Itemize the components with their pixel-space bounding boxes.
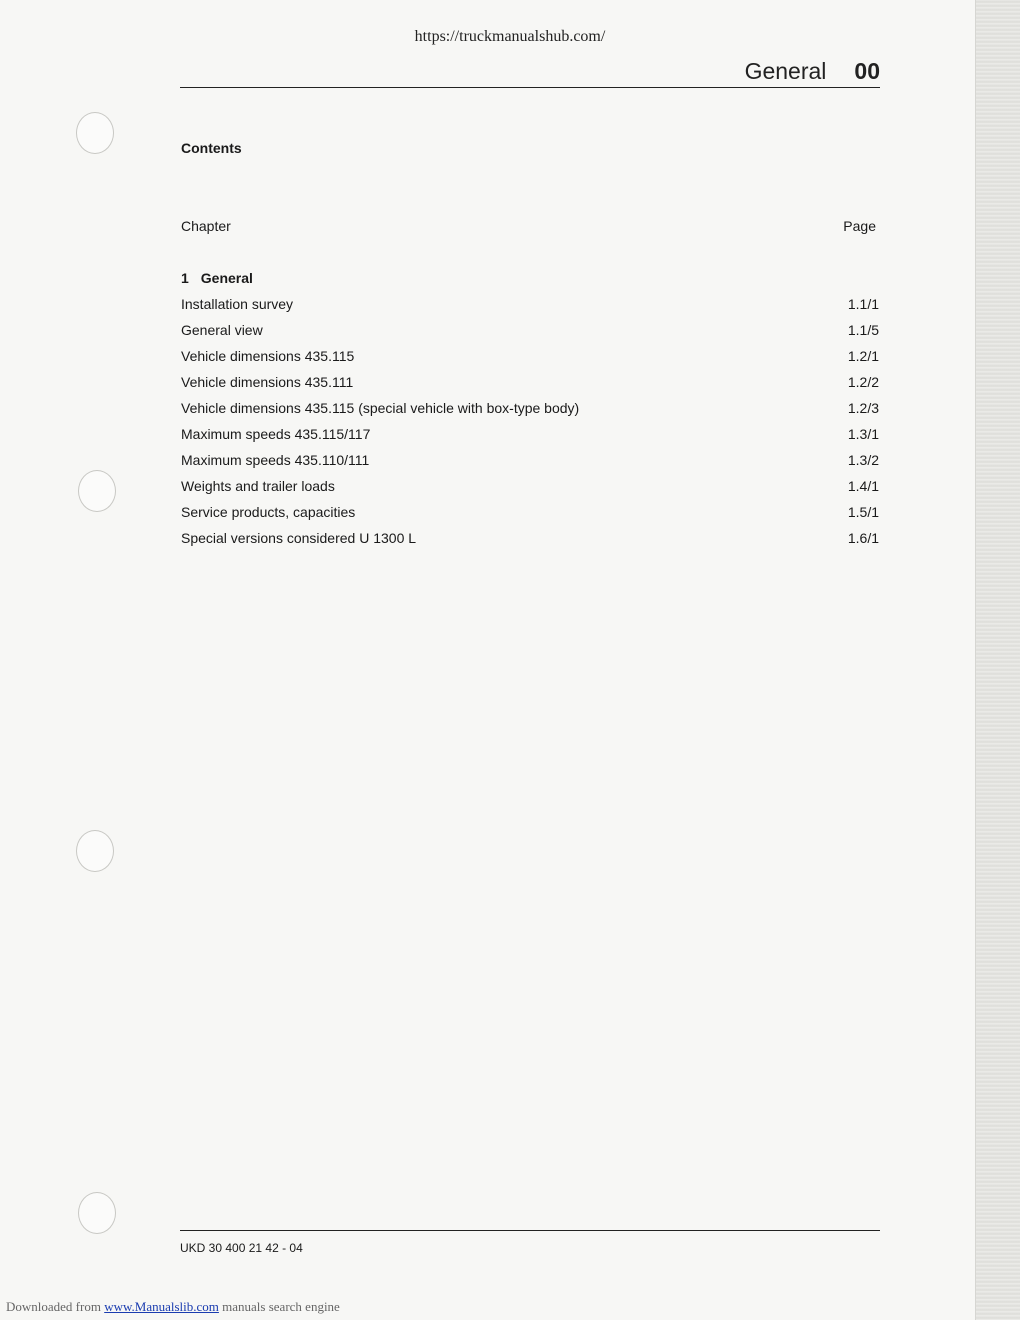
toc-entry[interactable] [181, 528, 881, 554]
punch-hole [76, 112, 114, 154]
download-note [6, 1299, 340, 1315]
toc-entry[interactable] [181, 424, 881, 450]
toc-entry-title: Maximum speeds 435.110/111 [181, 452, 370, 468]
toc-entry-page: 1.1/1 [847, 296, 879, 312]
toc-entry-title: Maximum speeds 435.115/117 [181, 426, 371, 442]
punch-hole [78, 470, 116, 512]
toc-entry-title: Service products, capacities [181, 504, 356, 520]
page-header [180, 58, 880, 85]
section-number: 1 [181, 270, 189, 286]
section-heading [181, 270, 253, 286]
page-edge [975, 0, 1020, 1320]
toc-entry[interactable] [181, 450, 881, 476]
chapter-column-header: Chapter [181, 218, 231, 234]
toc-entry-title: Vehicle dimensions 435.111 [181, 374, 354, 390]
toc-entry-page: 1.4/1 [847, 478, 879, 494]
toc-entry[interactable] [181, 502, 881, 528]
header-rule [180, 87, 880, 88]
source-url[interactable]: https://truckmanualshub.com/ [414, 28, 606, 45]
toc-entry[interactable] [181, 320, 881, 346]
toc-entry-page: 1.5/1 [847, 504, 879, 520]
toc-entry-title: Weights and trailer loads [181, 478, 335, 494]
toc-entry-page: 1.2/1 [847, 348, 879, 364]
toc-entry-title: Vehicle dimensions 435.115 (special vehicle with box-type body) [181, 400, 580, 416]
toc-list [181, 294, 881, 554]
toc-entry-page: 1.2/2 [847, 374, 879, 390]
punch-hole [76, 830, 114, 872]
toc-entry-title: General view [181, 322, 263, 338]
punch-hole [78, 1192, 116, 1234]
document-code: UKD 30 400 21 42 - 04 [180, 1241, 303, 1255]
toc-entry[interactable] [181, 476, 881, 502]
page-column-header: Page [843, 218, 876, 234]
toc-entry-title: Vehicle dimensions 435.115 [181, 348, 355, 364]
toc-entry-page: 1.2/3 [847, 400, 879, 416]
toc-entry-title: Installation survey [181, 296, 294, 312]
toc-entry[interactable] [181, 372, 881, 398]
footer-rule [180, 1230, 880, 1231]
download-prefix: Downloaded from [6, 1299, 105, 1314]
toc-entry-title: Special versions considered U 1300 L [181, 530, 417, 546]
header-title: General [744, 58, 827, 84]
section-title: General [200, 270, 253, 286]
toc-entry-page: 1.3/1 [847, 426, 879, 442]
toc-entry[interactable] [181, 398, 881, 424]
toc-entry[interactable] [181, 294, 881, 320]
header-section-number: 00 [854, 58, 880, 84]
toc-entry-page: 1.3/2 [847, 452, 879, 468]
toc-entry[interactable] [181, 346, 881, 372]
manualslib-link[interactable]: www.Manualslib.com [104, 1299, 219, 1314]
toc-entry-page: 1.6/1 [847, 530, 879, 546]
download-suffix: manuals search engine [218, 1299, 340, 1314]
toc-entry-page: 1.1/5 [847, 322, 879, 338]
contents-heading: Contents [181, 140, 242, 156]
